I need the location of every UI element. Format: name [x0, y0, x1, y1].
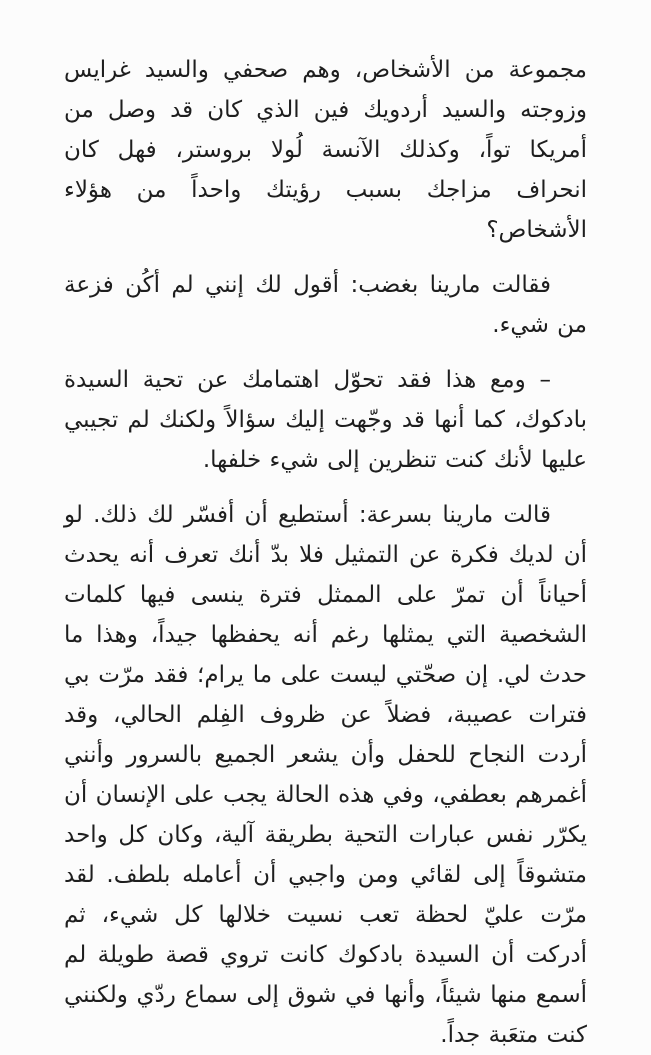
paragraph-dialogue-dash: – ومع هذا فقد تحوّل اهتمامك عن تحية السيدة بادكوك، كما أنها قد وجّهت إليك سؤالاً ولكنك لم تجيبي عليها لأنك كنت تنظرين إلى شيء خلفها.: [64, 367, 587, 473]
page-text-block: [64, 50, 587, 1055]
paragraph-marina-reply: فقالت مارينا بغضب: أقول لك إنني لم أكُن فزعة من شيء.: [64, 272, 587, 338]
paragraph-marina-explanation: قالت مارينا بسرعة: أستطيع أن أفسّر لك ذلك. لو أن لديك فكرة عن التمثيل فلا بدّ أنك تعرف أنه يحدث أحياناً أن تمرّ على الممثل فترة ينسى فيها كلمات الشخصية التي يمثلها رغم أنه يحفظها جيداً، وهذا ما حدث لي. إن صحّتي ليست على ما يرام؛ فقد مرّت بي فترات عصيبة، فضلاً عن ظروف الفِلم الحالي، وقد أردت النجاح للحفل وأن يشعر الجميع بالسرور وأنني أغمرهم بعطفي، وفي هذه الحالة يجب على الإنسان أن يكرّر نفس عبارات التحية بطريقة آلية، وكان كل واحد متشوقاً إلى لقائي ومن واجبي أن أعامله بلطف. لقد مرّت عليّ لحظة تعب نسيت خلالها كل شيء، ثم أدركت أن السيدة بادكوك كانت تروي قصة طويلة لم أسمع منها شيئاً، وأنها في شوق إلى سماع ردّي ولكنني كنت متعَبة جداً.: [64, 502, 587, 1048]
paragraph-continuation: مجموعة من الأشخاص، وهم صحفي والسيد غرايس وزوجته والسيد أردويك فين الذي كان قد وصل من أمريكا تواً، وكذلك الآنسة لُولا بروستر، فهل كان انحراف مزاجك بسبب رؤيتك واحداً من هؤلاء الأشخاص؟: [64, 57, 587, 243]
